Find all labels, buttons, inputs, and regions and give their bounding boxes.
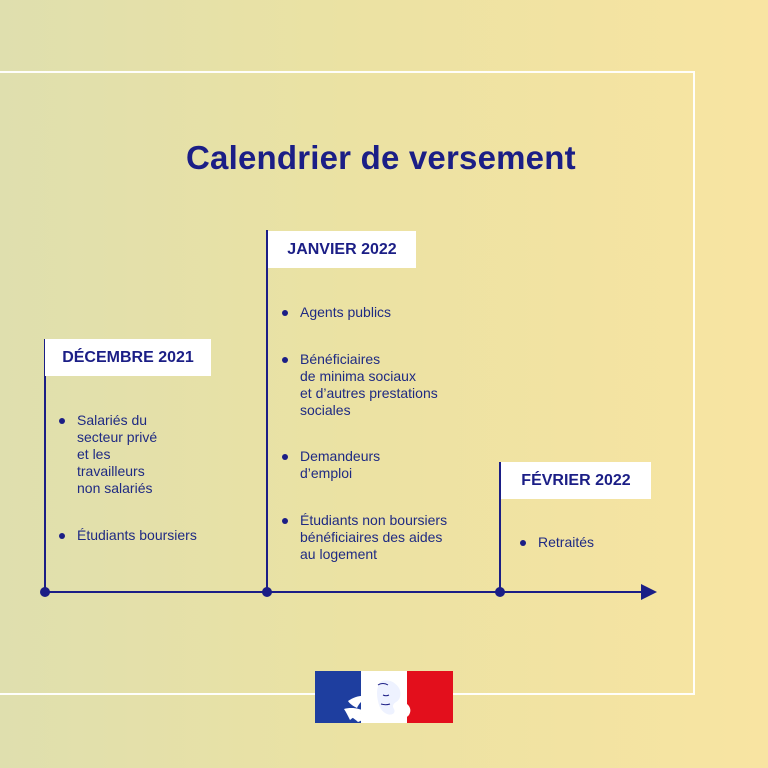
period-label-february: FÉVRIER 2022	[501, 462, 651, 499]
list-item: Demandeurs d’emploi	[282, 448, 482, 482]
page-title: Calendrier de versement	[186, 139, 576, 176]
timeline-dot-february	[495, 587, 505, 597]
list-item: Retraités	[520, 534, 640, 551]
list-item: Étudiants boursiers	[59, 527, 239, 544]
timeline-stem-december	[44, 339, 46, 594]
period-label-december: DÉCEMBRE 2021	[45, 339, 211, 376]
list-item: Agents publics	[282, 304, 482, 321]
timeline-stem-january	[266, 230, 268, 594]
timeline-arrow-icon	[641, 584, 657, 600]
list-item: Bénéficiaires de minima sociaux et d’autres prestations sociales	[282, 351, 482, 419]
period-list-february	[520, 534, 640, 551]
marianne-logo-icon	[315, 671, 453, 723]
period-list-january	[282, 304, 482, 563]
list-item: Salariés du secteur privé et les travailleurs non salariés	[59, 412, 239, 497]
timeline-dot-january	[262, 587, 272, 597]
list-item: Étudiants non boursiers bénéficiaires des aides au logement	[282, 512, 482, 563]
timeline-line	[45, 591, 649, 593]
timeline-dot-december	[40, 587, 50, 597]
marianne-profile-icon	[315, 671, 453, 723]
period-list-december	[59, 412, 239, 544]
period-label-january: JANVIER 2022	[268, 231, 416, 268]
